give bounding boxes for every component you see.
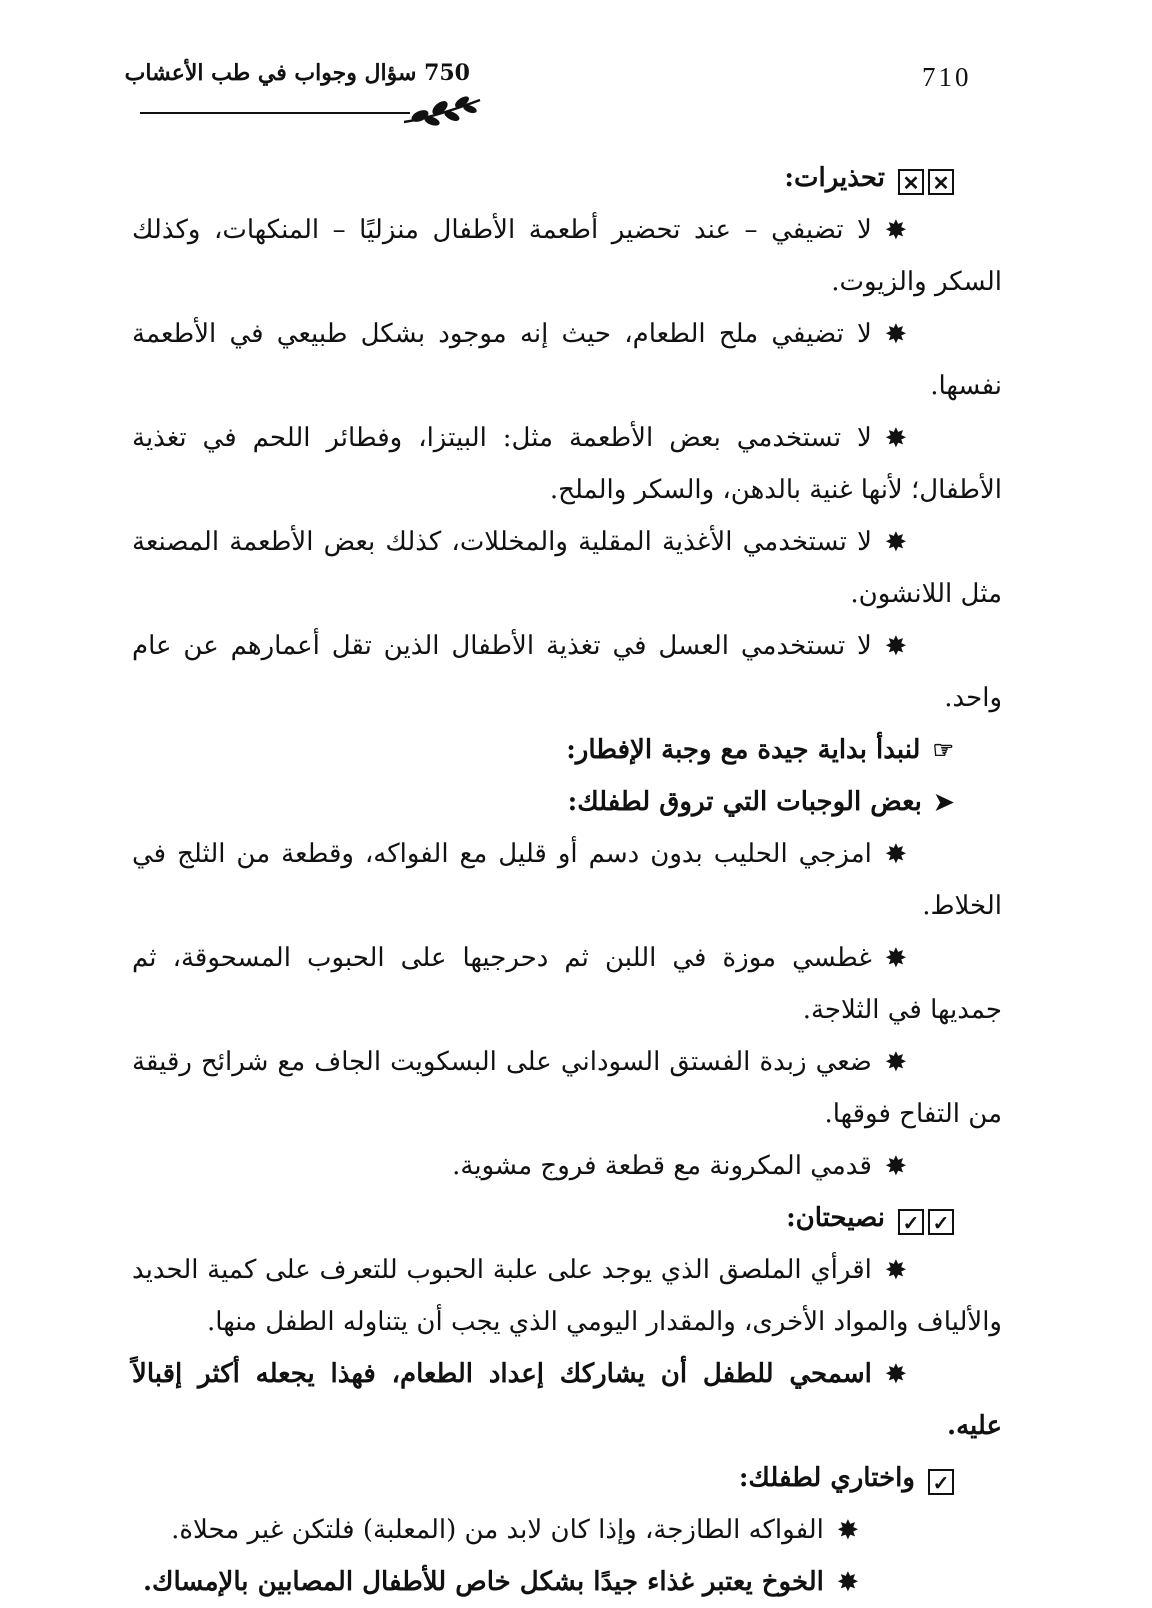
x-box-icon: ✕ — [928, 169, 954, 195]
star-icon: ✸ — [885, 943, 906, 972]
choose-heading: ✓ واختاري لطفلك: — [132, 1452, 1002, 1504]
tip-item: ✸اقرأي الملصق الذي يوجد على علبة الحبوب للتعرف على كمية الحديد والألياف والمواد الأخرى، والمقدار اليومي الذي يجب أن يتناوله الطفل منها. — [132, 1244, 1002, 1348]
check-box-icon: ✓ — [928, 1209, 954, 1235]
header-rule — [140, 112, 410, 114]
choose-item: ✸الخوخ يعتبر غذاء جيدًا بشكل خاص للأطفال المصابين بالإمساك. — [132, 1556, 1002, 1608]
star-icon: ✸ — [885, 1255, 906, 1284]
star-icon: ✸ — [885, 423, 906, 452]
check-box-icon: ✓ — [928, 1469, 954, 1495]
arrow-icon: ➤ — [933, 787, 954, 816]
header-title: 750 سؤال وجواب في طب الأعشاب — [124, 60, 470, 86]
warning-item: ✸لا تستخدمي الأغذية المقلية والمخللات، كذلك بعض الأطعمة المصنعة مثل اللانشون. — [132, 516, 1002, 620]
page-body — [132, 152, 1002, 1608]
page-number: 710 — [922, 62, 972, 92]
check-box-icon: ✓ — [898, 1209, 924, 1235]
warning-item: ✸لا تستخدمي بعض الأطعمة مثل: البيتزا، وفطائر اللحم في تغذية الأطفال؛ لأنها غنية بالدهن، والسكر والملح. — [132, 412, 1002, 516]
meals-heading: ➤بعض الوجبات التي تروق لطفلك: — [132, 776, 1002, 828]
warning-item: ✸لا تضيفي – عند تحضير أطعمة الأطفال منزليًا – المنكهات، وكذلك السكر والزيوت. — [132, 204, 1002, 308]
star-icon: ✸ — [885, 631, 906, 660]
meal-item: ✸ضعي زبدة الفستق السوداني على البسكويت الجاف مع شرائح رقيقة من التفاح فوقها. — [132, 1036, 1002, 1140]
star-icon: ✸ — [837, 1515, 858, 1544]
star-icon: ✸ — [885, 319, 906, 348]
star-icon: ✸ — [885, 527, 906, 556]
star-icon: ✸ — [885, 1151, 906, 1180]
tips-heading: ✓✓ نصيحتان: — [132, 1192, 1002, 1244]
warnings-heading: ✕✕ تحذيرات: — [132, 152, 1002, 204]
meal-item: ✸امزجي الحليب بدون دسم أو قليل مع الفواكه، وقطعة من الثلج في الخلاط. — [132, 828, 1002, 932]
meal-item: ✸غطسي موزة في اللبن ثم دحرجيها على الحبوب المسحوقة، ثم جمديها في الثلاجة. — [132, 932, 1002, 1036]
choose-item: ✸الفواكه الطازجة، وإذا كان لابد من (المعلبة) فلتكن غير محلاة. — [132, 1504, 1002, 1556]
warning-item: ✸لا تستخدمي العسل في تغذية الأطفال الذين تقل أعمارهم عن عام واحد. — [132, 620, 1002, 724]
x-box-icon: ✕ — [898, 169, 924, 195]
star-icon: ✸ — [885, 839, 906, 868]
breakfast-heading: ☞لنبدأ بداية جيدة مع وجبة الإفطار: — [132, 724, 1002, 776]
star-icon: ✸ — [885, 215, 906, 244]
running-header — [124, 60, 500, 130]
branch-ornament-icon — [402, 94, 482, 128]
star-icon: ✸ — [885, 1047, 906, 1076]
tip-item: ✸اسمحي للطفل أن يشاركك إعداد الطعام، فهذا يجعله أكثر إقبالاً عليه. — [132, 1348, 1002, 1452]
star-icon: ✸ — [885, 1359, 906, 1388]
hand-pointer-icon: ☞ — [932, 735, 954, 764]
meal-item: ✸قدمي المكرونة مع قطعة فروج مشوية. — [132, 1140, 1002, 1192]
warning-item: ✸لا تضيفي ملح الطعام، حيث إنه موجود بشكل طبيعي في الأطعمة نفسها. — [132, 308, 1002, 412]
star-icon: ✸ — [837, 1567, 858, 1596]
